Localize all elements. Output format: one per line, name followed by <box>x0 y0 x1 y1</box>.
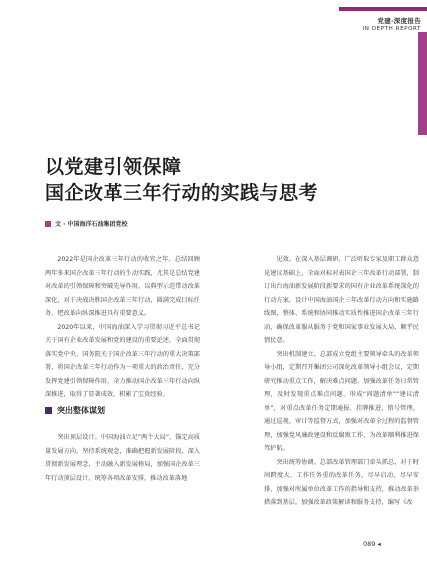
section-label-cn: 党建·深度报告 <box>377 17 421 25</box>
article-title-line-1: 以党建引领保障 <box>45 156 182 178</box>
paragraph: 2020年以来，中国海油深入学习贯彻习近平总书记关于国有企业改革发展和党的建设的重要论述，全面贯彻落实党中央、国务院关于国企改革三年行动的重大决策部署，将国企改革三年行动作为一项重大的政治责任，充分发挥党建引领保障作用，全力推动国企改革三年行动向纵深推进，取得了显著成效，积累了宝贵经验。 <box>45 323 200 398</box>
page-number-text: 089 <box>363 540 376 548</box>
byline-square-icon <box>45 221 51 227</box>
paragraph: 2022年是国企改革三年行动的收官之年。总结回顾两年多来国企改革三年行动的生动实践，尤其是总结党建对改革的引领保障和突破先导作用，以典型示范带动改革深化，对于决战决胜国企改革三年行动，圆满完成目标任务，把改革向纵深推进具有重要意义。 <box>45 256 200 317</box>
page-arrow-icon: ◂ <box>377 540 381 548</box>
section-heading-text: 突出整体谋划 <box>57 406 105 415</box>
section-heading <box>45 405 105 416</box>
article-title-line-2: 国企改革三年行动的实践与思考 <box>45 182 319 204</box>
paragraph: 见效。在深入基层调研、广泛听取专家及职工群众意见建议基础上，全面对标对表国企三年改革行动部署，制订出台海油新发展阶段新要求的国有企业改革系统深化的行动方案，设计中国海油国企三年改革行动方向和实施路线图，整体、系统和协同推动实质性推进国企改革三年行动，确保改革服从服务于党和国家事业发展大局、顺乎民情民意。 <box>264 256 419 344</box>
side-accent-bar <box>418 32 427 135</box>
byline-text: 文 · 中国海洋石油集团党校 <box>55 221 128 228</box>
paragraph: 突出机制建立。总部成立党组主要领导牵头的改革领导小组，定期召开集团公司深化改革领导小组会议，定期研究推动重点工作，解决难点问题。加强改革任务日常管理，及时发现重点难点问题，形成“问题清单”“建议清单”，对重点改革任务定期通报、挂牌推进、销号管理。通过巡视、审计等监督方式，加强对改革全过程的监督管理，加强党风廉政建设和反腐败工作，为改革顺利推进保驾护航。 <box>264 350 419 452</box>
section-header <box>339 7 427 55</box>
left-column-lower <box>45 431 200 485</box>
section-label-en: IN DEPTH REPORT <box>362 26 421 32</box>
byline <box>45 219 127 228</box>
heading-square-icon <box>45 407 52 414</box>
page-number <box>363 540 381 548</box>
paragraph: 突出统筹协调。总部改革管理部门牵头抓总，对于时间跨度大、工作任务重的改革任务，尽早启动、尽早安排，加强对所属单位改革工作的指导和支持，推动改革举措落到基层。加强改革政策解读和服务支持，编写《改 <box>264 458 419 506</box>
header-accent-bar <box>339 7 427 11</box>
paragraph: 突出顶层设计。中国海油立足“两个大局”，锚定高质量发展方向，坚持系统观念，准确把握新发展阶段，深入贯彻新发展理念，主动融入新发展格局，加强国企改革三年行动顶层设计，统筹各项改革安排，推动改革落地 <box>45 434 200 482</box>
left-column <box>45 253 200 402</box>
right-column <box>264 253 419 510</box>
